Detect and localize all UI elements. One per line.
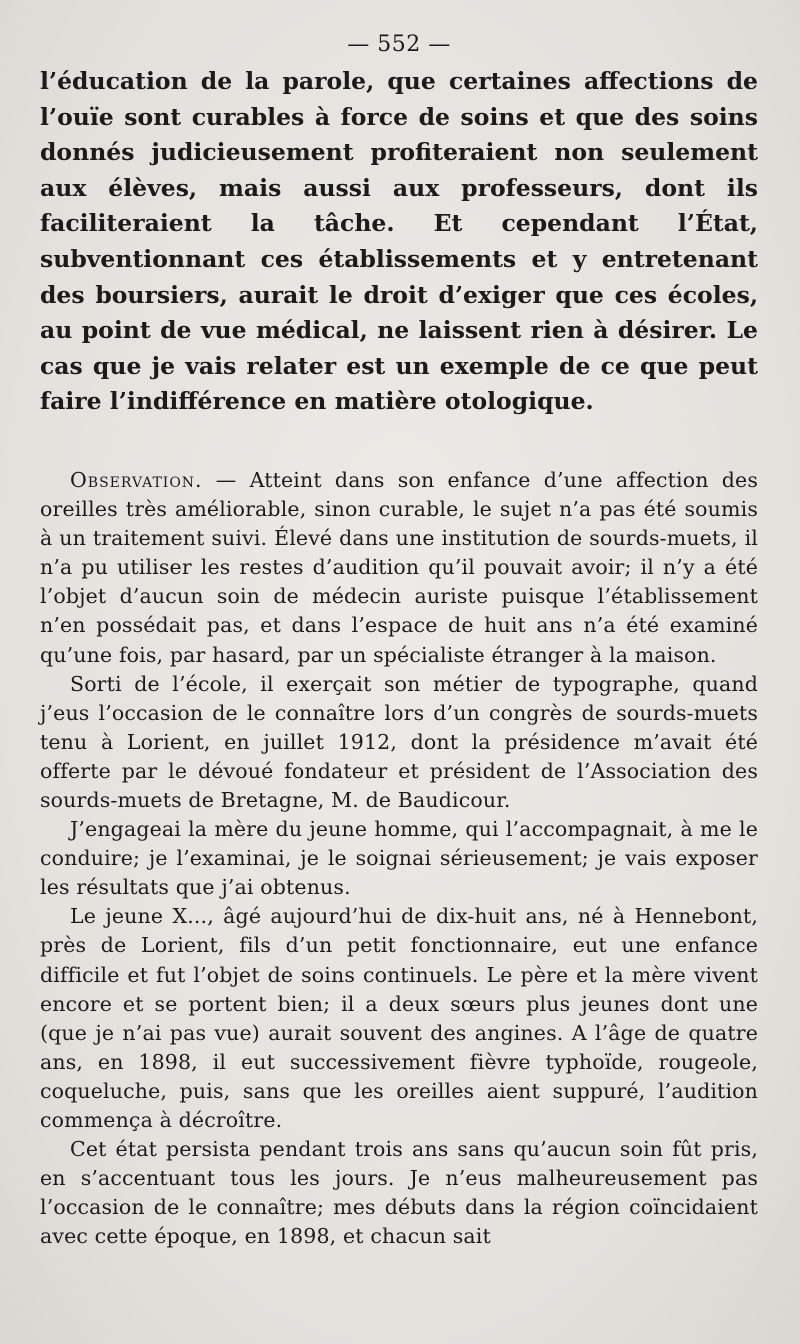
section-gap: [40, 420, 758, 466]
observation-paragraph-1-text: — Atteint dans son enfance d’une affection des oreilles très améliorable, sinon curable, le sujet n’a pas été soumis à un traitement suivi. Élevé dans une institution de sourds-muets, il n’a pu utiliser les restes d’audition qu’il pouvait avoir; il n’y a été l’objet d’aucun soin de médecin auriste puisque l’établissement n’en possédait pas, et dans l’espace de huit ans n’a été examiné qu’une fois, par hasard, par un spécialiste étranger à la maison.: [40, 467, 758, 667]
observation-paragraph-4: Le jeune X..., âgé aujourd’hui de dix-huit ans, né à Hennebont, près de Lorient, fils d’un petit fonctionnaire, eut une enfance difficile et fut l’objet de soins continuels. Le père et la mère vivent encore et se portent bien; il a deux sœurs plus jeunes dont une (que je n’ai pas vue) aurait souvent des angines. A l’âge de quatre ans, en 1898, il eut successivement fièvre typhoïde, rougeole, coqueluche, puis, sans que les oreilles aient suppuré, l’audition commença à décroître.: [40, 904, 758, 1132]
page-number: — 552 —: [347, 32, 451, 57]
observation-paragraph-2: Sorti de l’école, il exerçait son métier de typographe, quand j’eus l’occasion de le connaître lors d’un congrès de sourds-muets tenu à Lorient, en juillet 1912, dont la présidence m’avait été offerte par le dévoué fondateur et président de l’Association des sourds-muets de Bretagne, M. de Baudicour.: [40, 671, 758, 812]
observation-heading: Observation.: [70, 467, 203, 492]
observation-section: [40, 466, 758, 1252]
observation-paragraph-5: Cet état persista pendant trois ans sans qu’aucun soin fût pris, en s’accentuant tous les jours. Je n’eus malheureusement pas l’occasion de le connaître; mes débuts dans la région coïncidaient avec cette époque, en 1898, et chacun sait: [40, 1137, 758, 1249]
observation-paragraph-1: [40, 466, 758, 670]
observation-paragraph-3: J’engageai la mère du jeune homme, qui l’accompagnait, à me le conduire; je l’examinai, je le soignai sérieusement; je vais exposer les résultats que j’ai obtenus.: [40, 817, 758, 900]
intro-paragraph: l’éducation de la parole, que certaines affections de l’ouïe sont curables à force de soins et que des soins donnés judicieusement profiteraient non seulement aux élèves, mais aussi aux professeurs, dont ils faciliteraient la tâche. Et cependant l’État, subventionnant ces établissements et y entretenant des boursiers, aurait le droit d’exiger que ces écoles, au point de vue médical, ne laissent rien à désirer. Le cas que je vais relater est un exemple de ce que peut faire l’indifférence en matière otologique.: [40, 67, 758, 416]
